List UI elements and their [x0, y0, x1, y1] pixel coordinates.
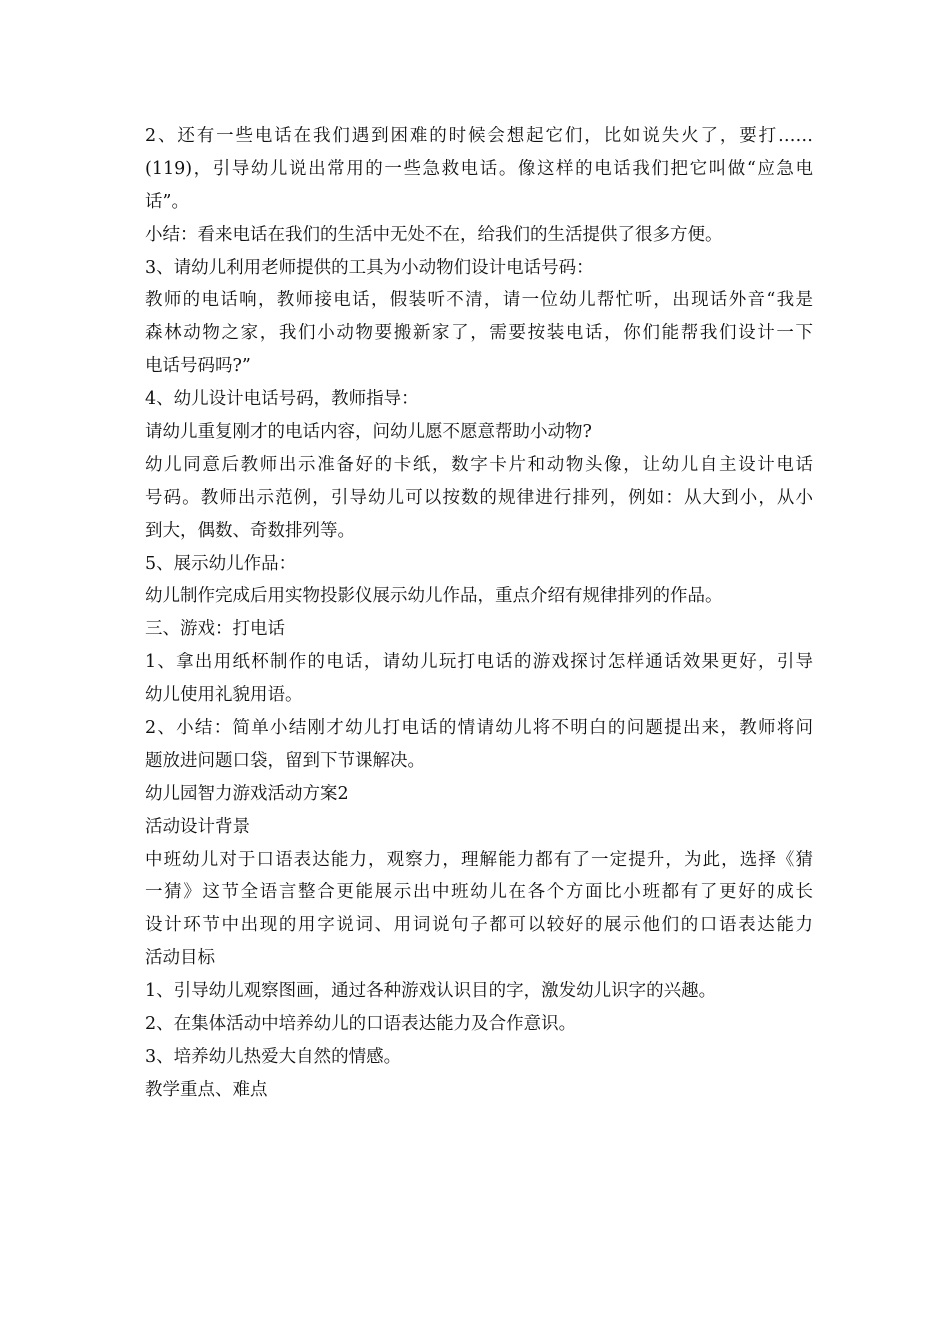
text-line: 幼儿同意后教师出示准备好的卡纸，数字卡片和动物头像，让幼儿自主设计电话: [145, 454, 813, 475]
text-line: 小结：看来电话在我们的生活中无处不在，给我们的生活提供了很多方便。: [145, 224, 723, 245]
text-line: 设计环节中出现的用字说词、用词说句子都可以较好的展示他们的口语表达能力: [145, 915, 813, 936]
text-line: 号码。教师出示范例，引导幼儿可以按数的规律进行排列，例如：从大到小，从小: [145, 487, 813, 508]
text-line: 教学重点、难点: [145, 1079, 268, 1100]
text-line: 幼儿园智力游戏活动方案2: [145, 783, 349, 804]
text-line: 中班幼儿对于口语表达能力，观察力，理解能力都有了一定提升，为此，选择《猜: [145, 849, 813, 870]
text-line: 教师的电话响，教师接电话，假装听不清，请一位幼儿帮忙听，出现话外音“我是: [145, 290, 813, 311]
text-line: 三、游戏：打电话: [145, 619, 285, 640]
text-line: 1、引导幼儿观察图画，通过各种游戏认识目的字，激发幼儿识字的兴趣。: [145, 981, 717, 1002]
text-line: 到大，偶数、奇数排列等。: [145, 520, 355, 541]
text-line: 活动目标: [145, 948, 215, 969]
text-line: 1、拿出用纸杯制作的电话，请幼儿玩打电话的游戏探讨怎样通话效果更好，引导: [145, 652, 813, 673]
text-line: 2、在集体活动中培养幼儿的口语表达能力及合作意识。: [145, 1014, 577, 1035]
text-line: 5、展示幼儿作品：: [145, 553, 297, 574]
text-line: 2、小结：简单小结刚才幼儿打电话的情请幼儿将不明白的问题提出来，教师将问: [145, 718, 813, 739]
document-body: [145, 120, 813, 1107]
text-line: 幼儿使用礼貌用语。: [145, 685, 303, 706]
text-line: 活动设计背景: [145, 816, 250, 837]
text-line: 一猜》这节全语言整合更能展示出中班幼儿在各个方面比小班都有了更好的成长: [145, 882, 813, 903]
text-line: 3、请幼儿利用老师提供的工具为小动物们设计电话号码：: [145, 257, 594, 278]
text-line: 题放进问题口袋，留到下节课解决。: [145, 750, 425, 771]
text-line: (119)，引导幼儿说出常用的一些急救电话。像这样的电话我们把它叫做“应急电: [145, 158, 813, 179]
text-line: 请幼儿重复刚才的电话内容，问幼儿愿不愿意帮助小动物?: [145, 422, 592, 443]
text-line: 幼儿制作完成后用实物投影仪展示幼儿作品，重点介绍有规律排列的作品。: [145, 586, 723, 607]
text-line: 话”。: [145, 191, 189, 212]
text-line: 3、培养幼儿热爱大自然的情感。: [145, 1046, 402, 1067]
text-line: 4、幼儿设计电话号码，教师指导：: [145, 389, 419, 410]
text-line: 2、还有一些电话在我们遇到困难的时候会想起它们，比如说失火了，要打……: [145, 126, 813, 146]
text-line: 电话号码吗?”: [145, 356, 251, 377]
text-line: 森林动物之家，我们小动物要搬新家了，需要按装电话，你们能帮我们设计一下: [145, 323, 813, 344]
